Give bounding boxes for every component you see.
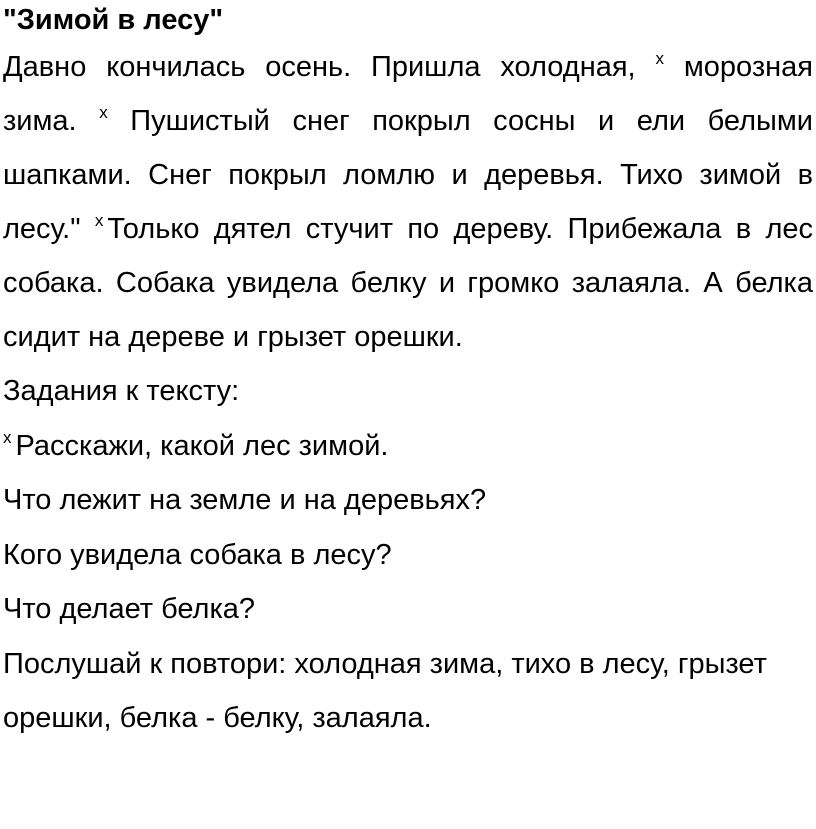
task-question-1-text: Расскажи, какой лес зимой. xyxy=(15,429,389,462)
repeat-instruction-line-2: орешки, белка - белку, залаяла. xyxy=(3,702,432,734)
document xyxy=(3,0,813,746)
cross-mark-icon: x xyxy=(94,211,104,230)
task-question-4: Что делает белка? xyxy=(3,593,256,625)
story-sentence-1: Давно кончилась осень. Пришла холодная, xyxy=(3,51,636,83)
story-sentence-4: Только дятел стучит по дереву. Прибежала в лес собака. Собака увидела белку и громко залаяла. А белка сидит на дереве и грызет орешки. xyxy=(3,213,814,353)
story-title: "Зимой в лесу" xyxy=(3,4,224,36)
repeat-instruction-line-1: Послушай к повтори: холодная зима, тихо в лесу, грызет xyxy=(3,647,767,680)
story-paragraph xyxy=(3,40,813,364)
cross-mark-icon: x xyxy=(3,427,12,447)
story-sentence-2: морозная зима. xyxy=(3,51,813,137)
task-question-2: Что лежит на земле и на деревьях? xyxy=(3,484,487,516)
story-sentence-3: Пушистый снег покрыл сосны и ели белыми шапками. Снег покрыл ломлю и деревья. Тихо зимой в лесу." xyxy=(3,105,813,245)
tasks-heading: Задания к тексту: xyxy=(3,375,240,407)
cross-mark-icon: x xyxy=(655,49,664,68)
cross-mark-icon: x xyxy=(99,103,108,122)
task-question-3: Кого увидела собака в лесу? xyxy=(3,538,392,571)
task-question-1 xyxy=(3,419,813,474)
